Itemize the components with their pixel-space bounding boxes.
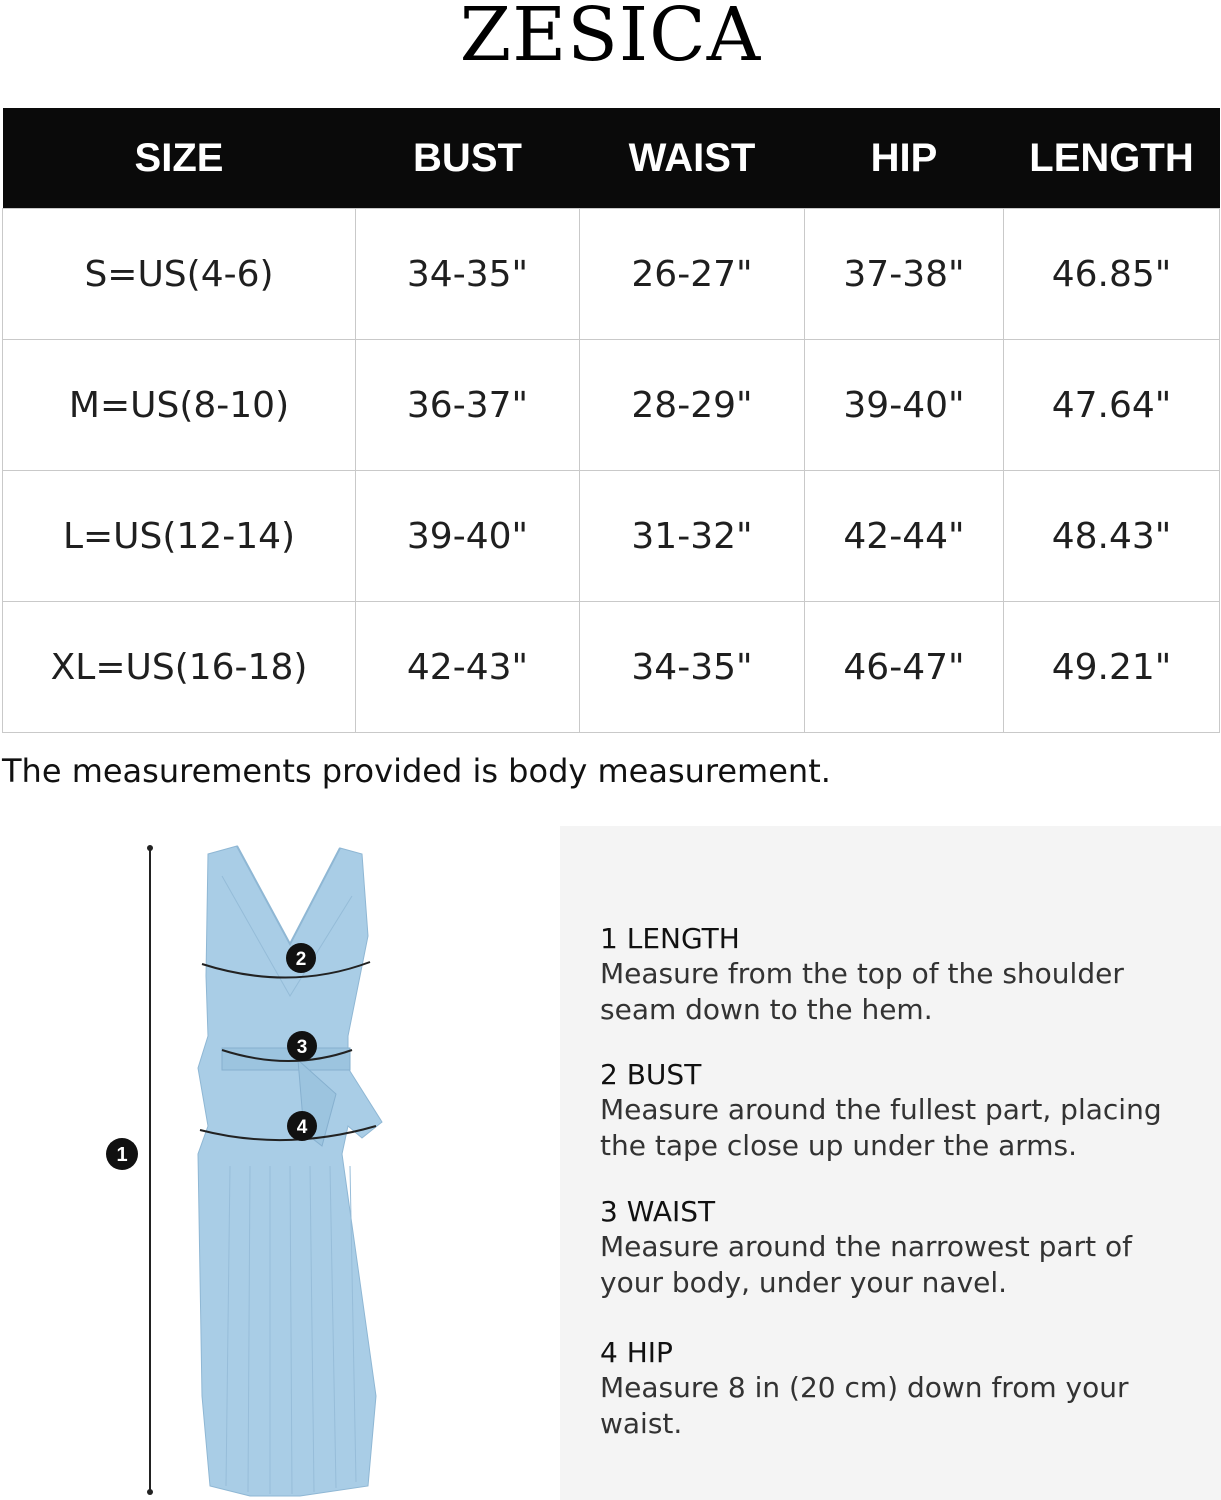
cell-waist: 28-29" [580,340,805,471]
marker-3 [287,1031,317,1061]
guide-text: Measure from the top of the shoulder [600,957,1124,990]
header-hip: HIP [805,108,1004,209]
guide-heading: 2 BUST [600,1058,702,1091]
cell-size: L=US(12-14) [3,471,356,602]
length-line-end [147,1489,153,1495]
marker-label: 3 [296,1037,308,1058]
marker-1 [106,1138,138,1170]
dress-belt [222,1048,350,1070]
cell-length: 49.21" [1004,602,1220,733]
cell-hip: 39-40" [805,340,1004,471]
cell-waist: 26-27" [580,209,805,340]
table-row [3,471,1220,602]
table-row [3,340,1220,471]
marker-label: 1 [116,1144,128,1166]
cell-hip: 42-44" [805,471,1004,602]
cell-bust: 39-40" [356,471,580,602]
dress-image [198,846,382,1496]
header-waist: WAIST [580,108,805,209]
cell-bust: 34-35" [356,209,580,340]
length-line-end [147,845,153,851]
guide-text: Measure 8 in (20 cm) down from your waist. [600,1371,1129,1440]
marker-label: 4 [296,1117,308,1138]
size-chart-table [2,108,1220,733]
guide-heading: 4 HIP [600,1336,673,1369]
guide-heading: 3 WAIST [600,1195,716,1228]
guide-heading: 1 LENGTH [600,922,740,955]
guide-text: the tape close up under the arms. [600,1129,1078,1162]
measurement-note: The measurements provided is body measurement. [2,752,831,790]
header-length: LENGTH [1004,108,1220,209]
cell-size: S=US(4-6) [3,209,356,340]
guide-bust [600,1058,1210,1164]
guide-text: Measure around the narrowest part of [600,1230,1132,1263]
guide-length [600,922,1210,1028]
cell-length: 46.85" [1004,209,1220,340]
brand-logo: ZESICA [459,0,762,78]
header-size: SIZE [3,108,356,209]
table-row [3,602,1220,733]
cell-waist: 34-35" [580,602,805,733]
guide-text: your body, under your navel. [600,1266,1008,1299]
guide-text: seam down to the hem. [600,993,933,1026]
header-bust: BUST [356,108,580,209]
cell-hip: 37-38" [805,209,1004,340]
cell-bust: 36-37" [356,340,580,471]
cell-hip: 46-47" [805,602,1004,733]
marker-label: 2 [295,949,307,970]
cell-bust: 42-43" [356,602,580,733]
cell-size: M=US(8-10) [3,340,356,471]
cell-waist: 31-32" [580,471,805,602]
cell-length: 47.64" [1004,340,1220,471]
guide-waist [600,1195,1210,1301]
cell-length: 48.43" [1004,471,1220,602]
guide-text: Measure around the fullest part, placing [600,1093,1162,1126]
table-header-row [3,108,1220,209]
cell-size: XL=US(16-18) [3,602,356,733]
guide-hip [600,1336,1210,1442]
dress-measurement-figure [90,836,410,1500]
marker-2 [286,943,316,973]
marker-4 [287,1111,317,1141]
table-row [3,209,1220,340]
